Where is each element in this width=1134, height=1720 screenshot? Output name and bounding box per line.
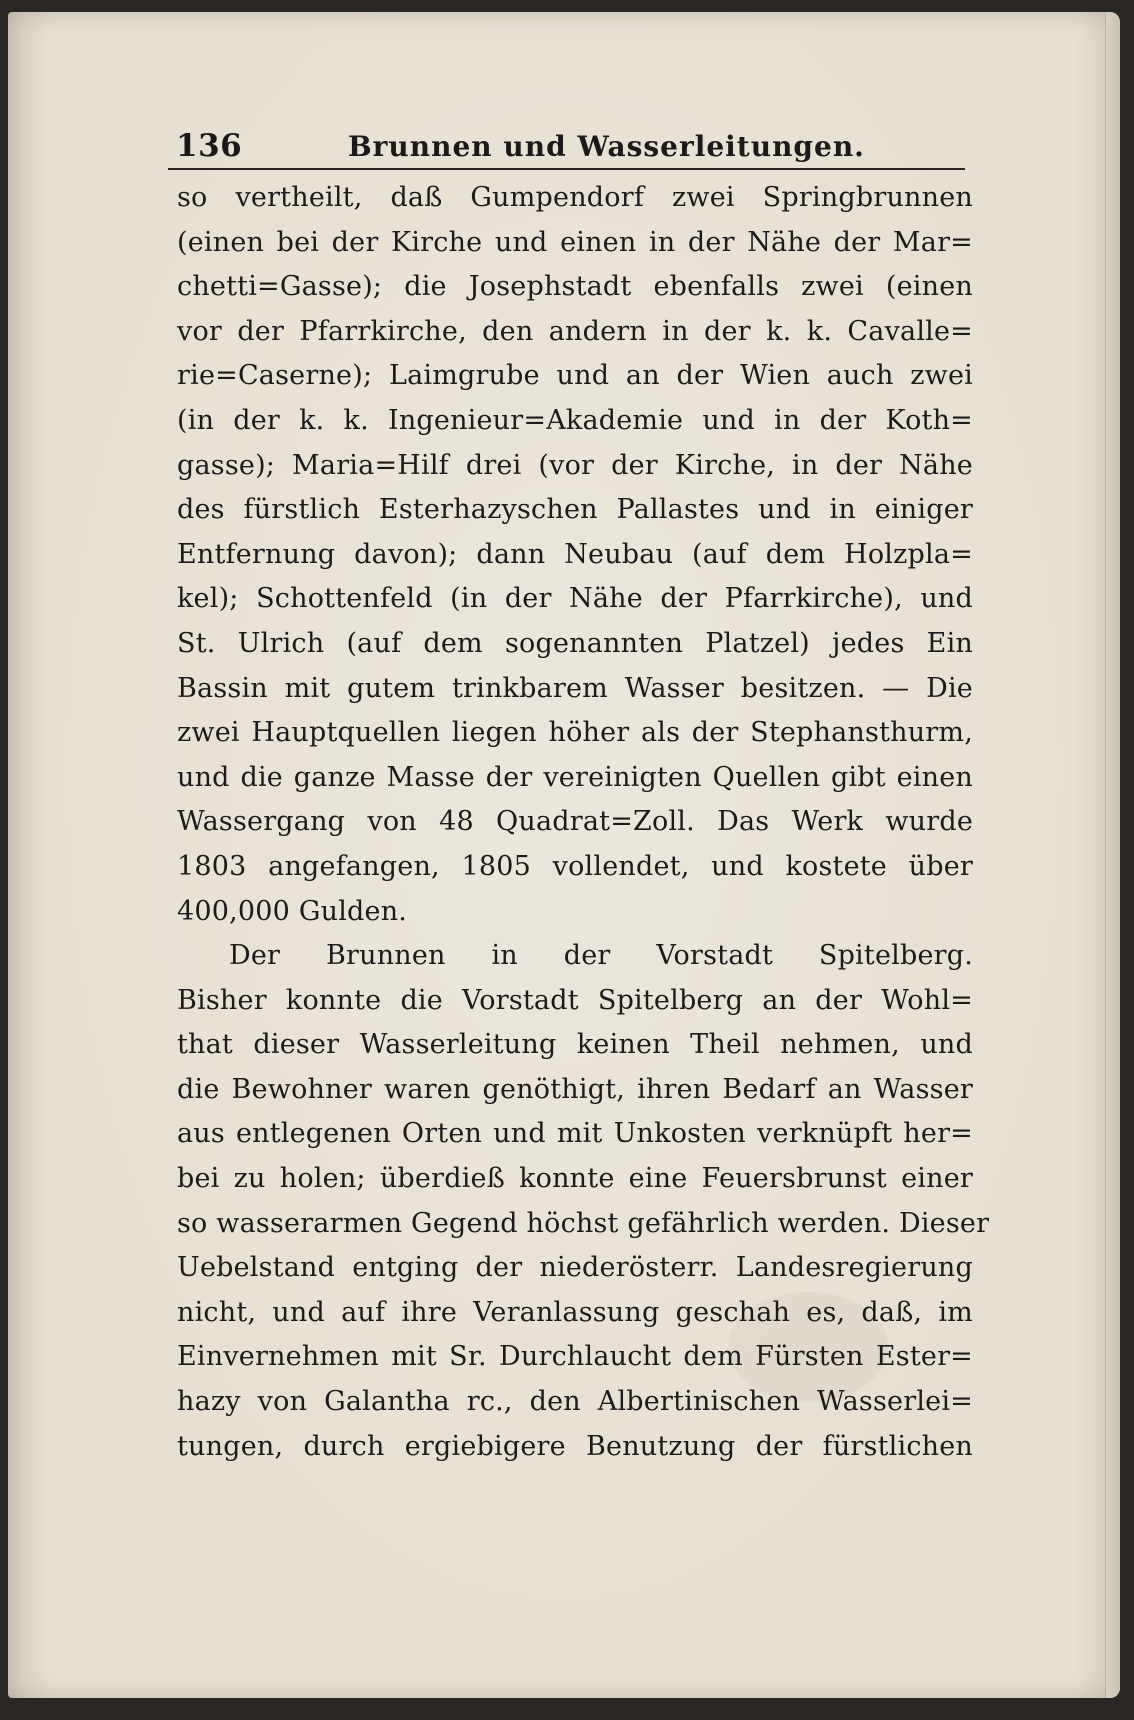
text-line: die Bewohner waren genöthigt, ihren Bedarf an Wasser xyxy=(177,1073,973,1105)
text-line: Bisher konnte die Vorstadt Spitelberg an der Wohl= xyxy=(177,984,973,1016)
text-line: Uebelstand entging der niederösterr. Landesregierung xyxy=(177,1252,973,1284)
text-line: bei zu holen; überdieß konnte eine Feuersbrunst einer xyxy=(177,1163,973,1195)
text-line: so wasserarmen Gegend höchst gefährlich werden. Dieser xyxy=(177,1207,990,1239)
text-line: (einen bei der Kirche und einen in der Nähe der Mar= xyxy=(177,226,973,258)
paragraph-end-line: 400,000 Gulden. xyxy=(177,895,408,927)
text-line: aus entlegenen Orten und mit Unkosten verknüpft her= xyxy=(177,1118,973,1150)
text-line: kel); Schottenfeld (in der Nähe der Pfarrkirche), und xyxy=(177,583,973,615)
text-line: rie=Caserne); Laimgrube und an der Wien auch zwei xyxy=(177,360,973,392)
text-line: gasse); Maria=Hilf drei (vor der Kirche, in der Nähe xyxy=(177,449,973,481)
text-line: St. Ulrich (auf dem sogenannten Platzel) jedes Ein xyxy=(177,627,973,659)
page-header xyxy=(168,126,968,168)
text-line: tungen, durch ergiebigere Benutzung der fürstlichen xyxy=(177,1430,973,1462)
running-title: Brunnen und Wasserleitungen. xyxy=(348,130,865,163)
text-line: Wassergang von 48 Quadrat=Zoll. Das Werk wurde xyxy=(177,806,973,838)
text-line: 1803 angefangen, 1805 vollendet, und kostete über xyxy=(177,850,973,882)
header-rule xyxy=(168,168,965,170)
text-line: chetti=Gasse); die Josephstadt ebenfalls zwei (einen xyxy=(177,271,973,303)
text-line: hazy von Galantha rc., den Albertinischen Wasserlei= xyxy=(177,1386,973,1418)
text-line: vor der Pfarrkirche, den andern in der k. k. Cavalle= xyxy=(177,315,973,347)
text-line: nicht, und auf ihre Veranlassung geschah es, daß, im xyxy=(177,1296,973,1328)
text-line: und die ganze Masse der vereinigten Quellen gibt einen xyxy=(177,761,973,793)
text-line: Entfernung davon); dann Neubau (auf dem Holzpla= xyxy=(177,538,973,570)
section-heading-line: Der Brunnen in der Vorstadt Spitelberg. xyxy=(229,940,973,972)
body-text xyxy=(177,176,990,1469)
text-line: Bassin mit gutem trinkbarem Wasser besitzen. — Die xyxy=(177,672,973,704)
text-line: so vertheilt, daß Gumpendorf zwei Springbrunnen xyxy=(177,182,973,213)
page-edge xyxy=(1105,12,1120,1698)
text-line: (in der k. k. Ingenieur=Akademie und in der Koth= xyxy=(177,404,973,436)
text-line: zwei Hauptquellen liegen höher als der Stephansthurm, xyxy=(177,717,973,749)
text-line: Einvernehmen mit Sr. Durchlaucht dem Fürsten Ester= xyxy=(177,1341,973,1373)
text-line: that dieser Wasserleitung keinen Theil nehmen, und xyxy=(177,1029,973,1061)
page-number: 136 xyxy=(176,128,243,164)
text-line: des fürstlich Esterhazyschen Pallastes und in einiger xyxy=(177,494,973,526)
